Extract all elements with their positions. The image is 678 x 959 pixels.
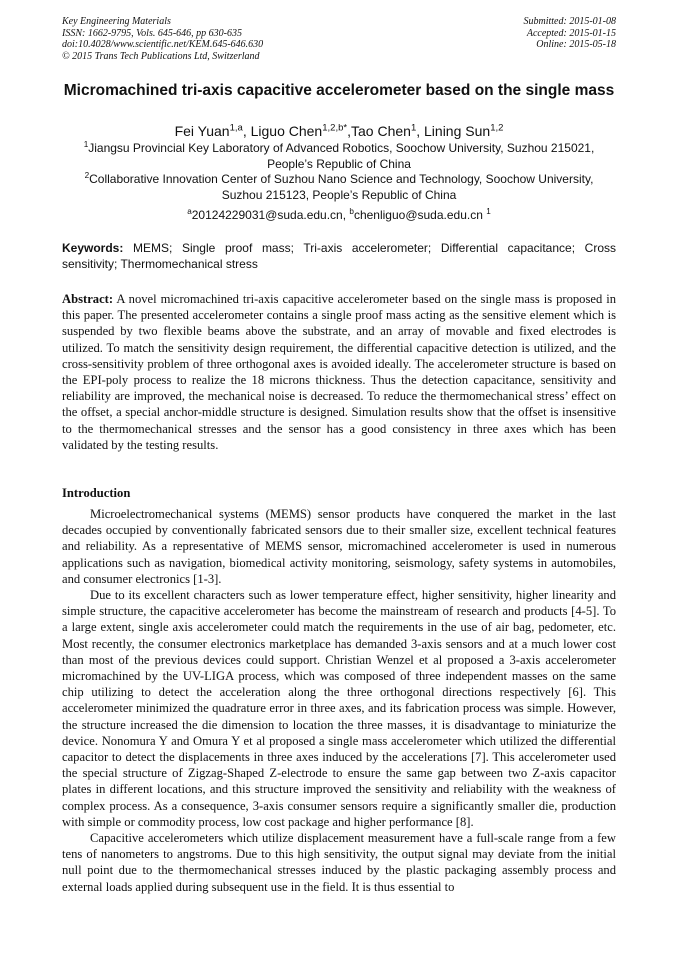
introduction-body (62, 506, 616, 895)
author-separator: , (347, 123, 351, 139)
author-name: Lining Sun (424, 123, 491, 139)
affiliation-text: Collaborative Innovation Center of Suzhou Nano Science and Technology, Soochow University, (89, 172, 594, 186)
email-b: chenliguo@suda.edu.cn (353, 208, 487, 222)
affiliation-superscript: 2 (84, 171, 90, 180)
author-name: Liguo Chen (250, 123, 323, 139)
author-list (62, 123, 616, 140)
author-name: Tao Chen (351, 123, 411, 139)
issn-line: ISSN: 1662-9795, Vols. 645-646, pp 630-635 (62, 27, 242, 39)
online-date: Online: 2015-05-18 (536, 39, 616, 50)
journal-header-left (62, 16, 263, 62)
author-superscript: 1,2,b* (322, 122, 348, 134)
author-separator: , (242, 123, 251, 139)
author-superscript: 1,2 (490, 122, 504, 134)
accepted-date: Accepted: 2015-01-15 (526, 27, 616, 39)
abstract-text: A novel micromachined tri-axis capacitive accelerometer based on the single mass is proposed in this paper. The presented accelerometer contains a single proof mass acting as the sensitive element which is suspended by two flexible beams above the substrate, and an array of movable and fixed electrodes is utilized. To match the sensitivity design requirement, the differential capacitive detection is utilized, and the cross-sensitivity problem of three orthogonal axes is avoided ideally. The accelerometer structure is based on the EPI-poly process to realize the 18 microns thickness. Thus the detection capacitance, sensitivity and reliability are improved, the mechanical noise is decreased. To reduce the thermomechanical stress’ effect on the offset, a special anchor-middle structure is designed. Simulation results show that the offset is insensitive to the thermomechanical stresses and the sensor has a good consistency in three axes which has been validated by the testing results. (62, 292, 616, 452)
email-superscript: b (349, 207, 354, 216)
affiliation-line (62, 141, 616, 157)
author-separator: , (416, 123, 425, 139)
email-superscript: a (187, 207, 192, 216)
email-a: 20124229031@suda.edu.cn, (191, 208, 350, 222)
journal-name: Key Engineering Materials (62, 16, 171, 27)
author-superscript: 1,a (229, 122, 243, 134)
paragraph: Microelectromechanical systems (MEMS) sensor products have conquered the market in the last decades occupied by conventionally fabricated sensors due to their smaller size, excellent technical features and reliability. As a representative of MEMS sensor, micromachined accelerometer is used in numerous applications such as navigation, biomedical activity monitoring, seismology, safety systems in automobiles, and consumer electronics [1-3]. (62, 507, 616, 586)
affiliation-1 (62, 141, 616, 172)
affiliation-text: Jiangsu Provincial Key Laboratory of Advanced Robotics, Soochow University, Suzhou 215021, (88, 141, 595, 155)
paper-title: Micromachined tri-axis capacitive accelerometer based on the single mass (63, 82, 615, 99)
keywords-label: Keywords: (62, 241, 124, 255)
keywords (62, 241, 616, 272)
affiliation-line: Suzhou 215123, People’s Republic of China (221, 187, 457, 202)
keywords-text: MEMS; Single proof mass; Tri-axis accelerometer; Differential capacitance; Cross sensitivity; Thermomechanical stress (62, 241, 616, 271)
submitted-date: Submitted: 2015-01-08 (523, 16, 616, 27)
journal-header-right (524, 16, 617, 51)
email-superscript: 1 (486, 207, 491, 216)
affiliation-2 (62, 172, 616, 203)
doi-line: doi:10.4028/www.scientific.net/KEM.645-646.630 (62, 39, 264, 50)
author-emails (62, 208, 616, 223)
affiliation-superscript: 1 (83, 140, 89, 149)
author-name: Fei Yuan (174, 123, 230, 139)
affiliation-line (62, 172, 616, 188)
section-heading-introduction: Introduction (62, 486, 131, 500)
affiliation-line: People’s Republic of China (267, 156, 411, 171)
paragraph: Due to its excellent characters such as lower temperature effect, higher sensitivity, higher linearity and simple structure, the capacitive accelerometer has become the mainstream of research and products [4-5]. To a large extent, single axis accelerometer could match the requirements in the use of air bag, pedometer, etc. Most recently, the consumer electronics marketplace has demanded 3-axis sensors and at a much lower cost than most of the previous devices could support. Christian Wenzel et al proposed a 3-axis accelerometer micromachined by the UV-LIGA process, which was composed of three independent masses on the same chip utilizing to detect the acceleration along the three orthogonal directions respectively [6]. This accelerometer minimized the quadrature error in three axes, and its fabrication process was simple. However, the structure increased the die dimension to location the three masses, it is disadvantage to miniaturize the device. Nonomura Y and Omura Y et al proposed a single mass accelerometer which utilized the differential capacitor to detect the displacements in three axes induced by the accelerations [7]. This accelerometer used the special structure of Zigzag-Shaped Z-electrode to ensure the same gap between two Z-axis capacitor plates in different locations, and this structure improved the sensitivity and reliability with the weakness of complex process. As a consequence, 3-axis consumer sensors require a significantly smaller die, production with simple or commodity process, low cost package and higher performance [8]. (62, 588, 616, 829)
paragraph: Capacitive accelerometers which utilize displacement measurement have a full-scale range from a few tens of nanometers to angstroms. Due to this high sensitivity, the output signal may deviate from the initial null point due to the thermomechanical stresses induced by the plastic packaging assembly process and external loads applied during subsequent use in the field. It is thus essential to (62, 831, 616, 894)
copyright-line: © 2015 Trans Tech Publications Ltd, Switzerland (62, 50, 260, 62)
author-superscript: 1 (410, 122, 417, 134)
abstract-label: Abstract: (62, 292, 114, 306)
abstract (62, 291, 616, 453)
